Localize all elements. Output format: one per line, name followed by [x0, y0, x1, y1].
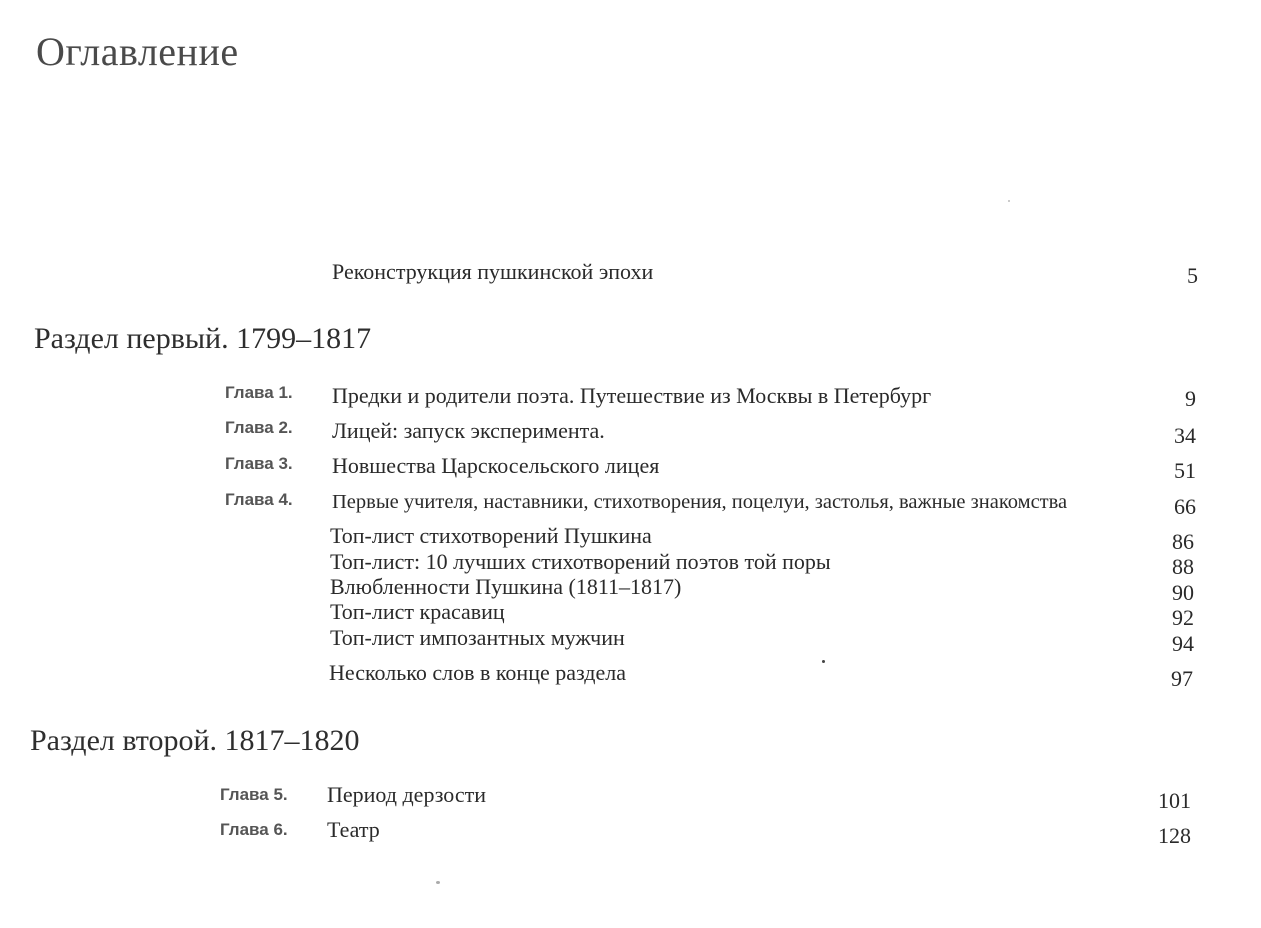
page-number: 66 [1174, 494, 1196, 519]
page-title: Оглавление [36, 29, 239, 74]
page-number: 128 [1158, 823, 1191, 848]
entry-title: Период дерзости [327, 782, 486, 807]
entry-title: Влюбленности Пушкина (1811–1817) [330, 574, 682, 599]
page-number: 92 [1172, 605, 1194, 630]
chapter-label: Глава 4. [225, 490, 293, 509]
chapter-label: Глава 1. [225, 383, 293, 402]
page-number: 34 [1174, 423, 1196, 448]
entry-title: Предки и родители поэта. Путешествие из Москвы в Петербург [332, 383, 932, 408]
scan-speck [822, 660, 825, 663]
page-number: 97 [1171, 666, 1193, 691]
page-number: 90 [1172, 580, 1194, 605]
page-number: 9 [1185, 386, 1196, 411]
entry-title: Топ-лист стихотворений Пушкина [330, 523, 652, 548]
section-title: Раздел второй. 1817–1820 [30, 724, 360, 757]
entry-title: Топ-лист: 10 лучших стихотворений поэтов той поры [330, 549, 831, 574]
entry-title: Топ-лист импозантных мужчин [330, 625, 625, 650]
scan-speck [436, 881, 440, 884]
chapter-label: Глава 6. [220, 820, 288, 839]
chapter-label: Глава 5. [220, 785, 288, 804]
page-number: 101 [1158, 788, 1191, 813]
page-number: 51 [1174, 458, 1196, 483]
page-number: 94 [1172, 631, 1194, 656]
entry-title: Реконструкция пушкинской эпохи [332, 259, 654, 284]
scan-speck [1008, 200, 1010, 202]
entry-title: Первые учителя, наставники, стихотворения, поцелуи, застолья, важные знакомства [332, 491, 1068, 513]
section-title: Раздел первый. 1799–1817 [34, 322, 372, 355]
entry-title: Лицей: запуск эксперимента. [332, 418, 605, 443]
entry-title: Топ-лист красавиц [330, 599, 505, 624]
page-number: 86 [1172, 529, 1194, 554]
page-number: 88 [1172, 554, 1194, 579]
chapter-label: Глава 3. [225, 454, 293, 473]
entry-title: Несколько слов в конце раздела [329, 660, 626, 685]
page-number: 5 [1187, 263, 1198, 288]
entry-title: Новшества Царскосельского лицея [332, 453, 660, 478]
chapter-label: Глава 2. [225, 418, 293, 437]
entry-title: Театр [327, 817, 380, 842]
